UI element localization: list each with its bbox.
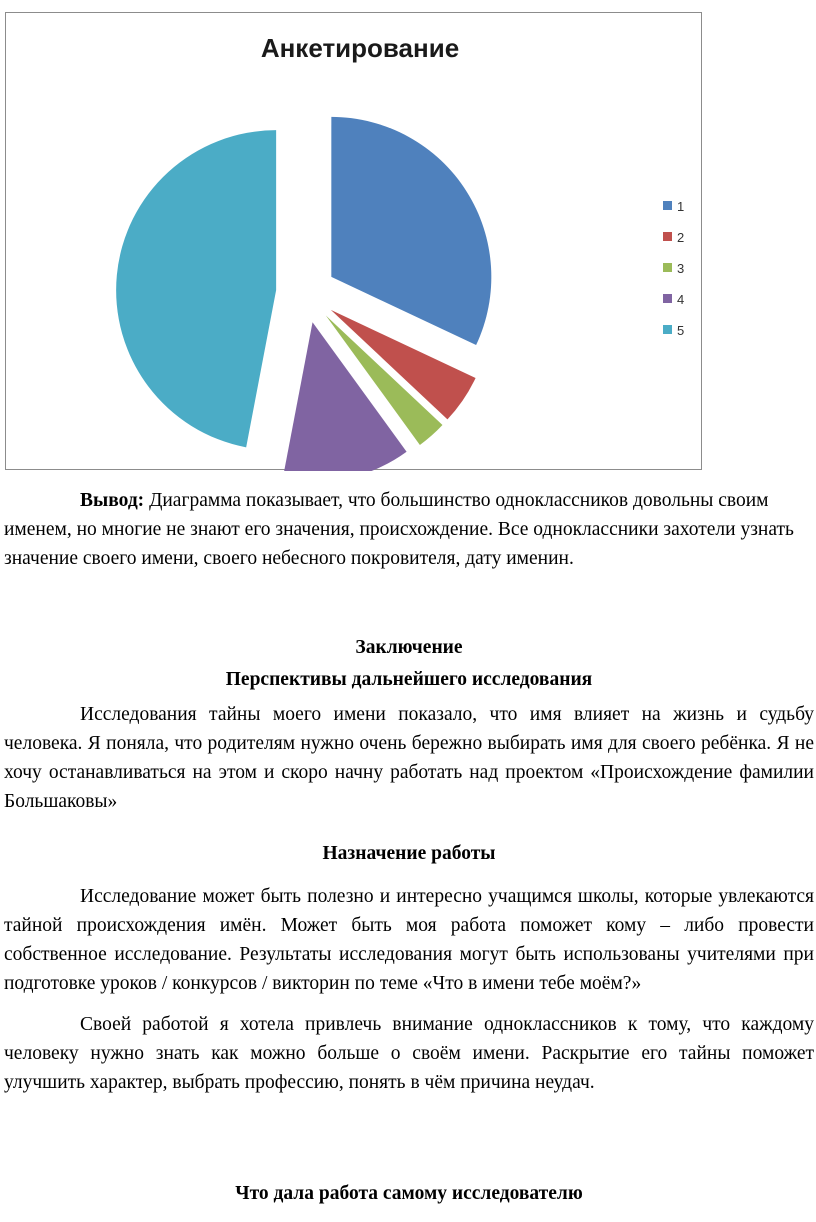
perspectives-paragraph: Исследования тайны моего имени показало, что имя влияет на жизнь и судьбу человека. Я поняла, что родителям нужно очень бережно выбирать имя для своего ребёнка. Я не хочу останавливаться на этом и скоро начну работать над проектом «Происхождение фамилии Большаковы» (4, 704, 814, 812)
chart-title: Анкетирование (260, 33, 460, 63)
pie-slice-1 (331, 117, 491, 345)
legend-label-1: 1 (677, 199, 685, 214)
conclusion-label: Вывод: (80, 490, 145, 511)
legend-swatch-5 (663, 325, 672, 334)
section-subtitle: Перспективы дальнейшего исследования (225, 669, 593, 690)
legend-label-4: 4 (677, 292, 685, 307)
section-conclusion (4, 632, 814, 816)
section-researcher (4, 1178, 814, 1210)
legend-swatch-4 (663, 294, 672, 303)
legend-label-5: 5 (677, 323, 685, 338)
section-title: Заключение (355, 637, 463, 658)
pie-chart (5, 12, 702, 470)
conclusion-paragraph (4, 486, 814, 573)
researcher-title: Что дала работа самому исследователю (235, 1183, 583, 1204)
legend-swatch-1 (663, 201, 672, 210)
legend-label-3: 3 (677, 261, 685, 276)
pie-chart-canvas (6, 13, 703, 471)
conclusion-text: Диаграмма показывает, что большинство одноклассников довольны своим именем, но многие не знают его значения, происхождение. Все одноклассники захотели узнать значение своего имени, своего небесного покровителя, дату именин. (4, 490, 794, 569)
legend-label-2: 2 (677, 230, 685, 245)
purpose-paragraph-1: Исследование может быть полезно и интересно учащимся школы, которые увлекаются тайной происхождения имён. Может быть моя работа поможет кому – либо провести собственное исследование. Результаты исследования могут быть использованы учителями при подготовке уроков / конкурсов / викторин по теме «Что в имени тебе моём?» (4, 886, 814, 994)
purpose-title: Назначение работы (322, 843, 496, 864)
pie-slice-5 (116, 130, 276, 447)
purpose-paragraph-2: Своей работой я хотела привлечь внимание одноклассников к тому, что каждому человеку нужно знать как можно больше о своём имени. Раскрытие его тайны поможет улучшить характер, выбрать профессию, понять в чём причина неудач. (4, 1014, 814, 1093)
legend-swatch-2 (663, 232, 672, 241)
conclusion-block (4, 486, 814, 573)
section-purpose (4, 838, 814, 1097)
legend-swatch-3 (663, 263, 672, 272)
